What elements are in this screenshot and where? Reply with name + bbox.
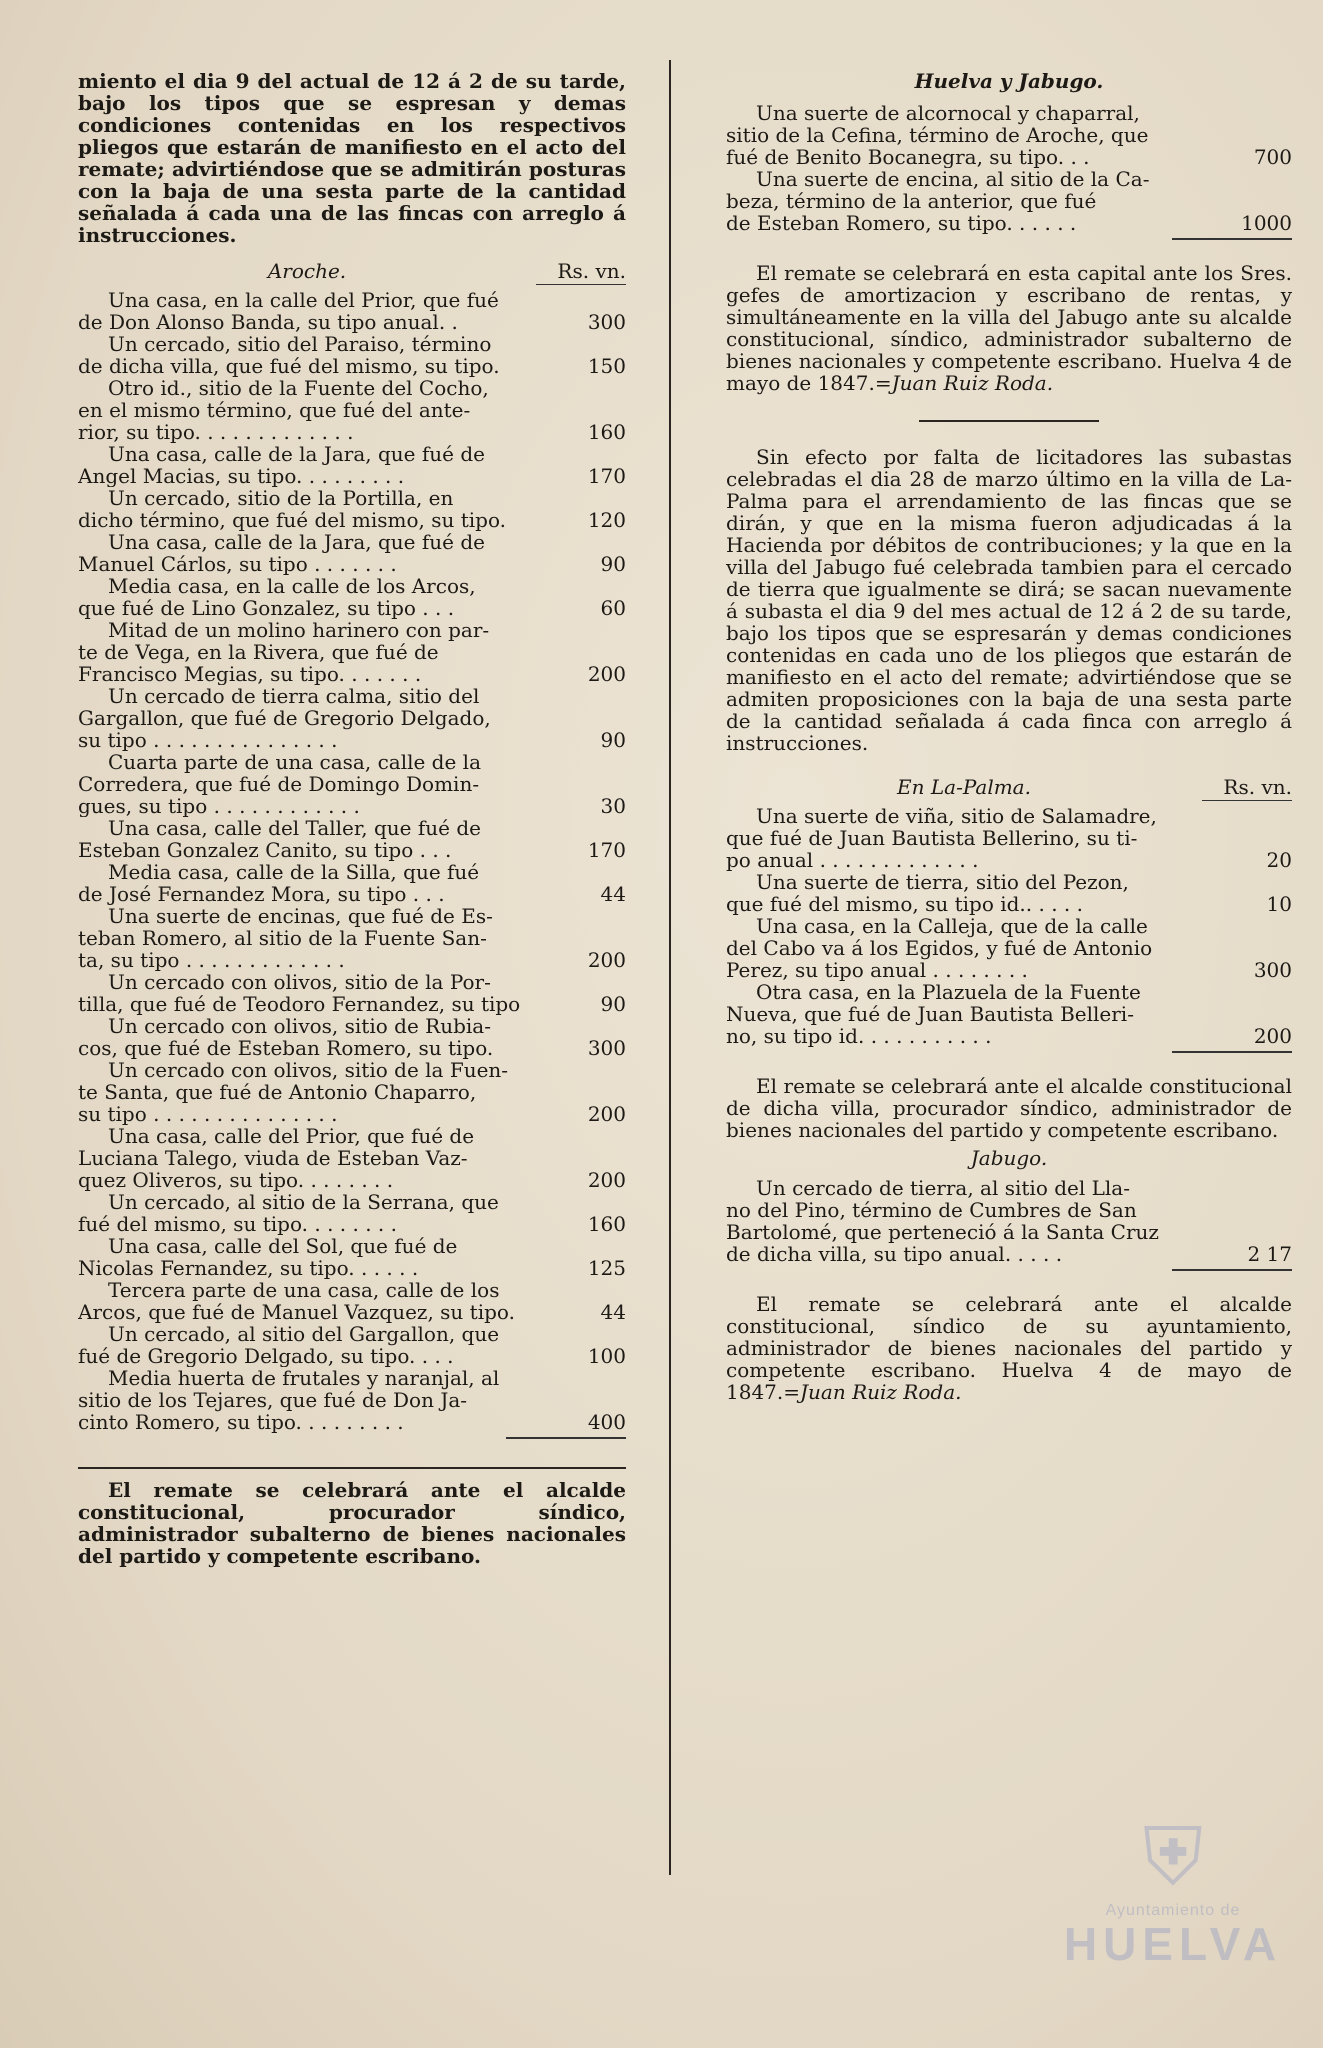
entry: [726, 871, 1292, 915]
entry-value: 170: [587, 838, 626, 862]
left-closing: El remate se celebrará ante el alcalde constitucional, procurador síndico, administrador subalterno de bienes nacionales del partido y competente escribano.: [78, 1478, 626, 1568]
entry: [78, 1323, 626, 1367]
entry-line: Un cercado con olivos, sitio de la Fuen-: [108, 1058, 509, 1082]
entry: [726, 981, 1292, 1047]
entry: [78, 905, 626, 971]
entry-last-text: Nicolas Fernandez, su tipo. . . . . .: [78, 1257, 419, 1279]
entry-last-line: [726, 1243, 1292, 1265]
entry-value: 30: [600, 794, 626, 818]
entry-value: 120: [587, 508, 626, 532]
entry-value: 10: [1266, 892, 1292, 916]
la-palma-heading-unit: Rs. vn.: [1202, 776, 1292, 801]
entry-line: Un cercado, sitio de la Portilla, en: [108, 486, 454, 510]
entry-line: sitio de los Tejares, que fué de Don Ja-: [78, 1388, 468, 1412]
entry-line: Cuarta parte de una casa, calle de la: [108, 750, 481, 774]
aroche-entries: [78, 289, 626, 1433]
right-para-4: [726, 1293, 1292, 1403]
entry-last-text: de dicha villa, su tipo anual. . . . .: [726, 1243, 1063, 1265]
entry: [726, 102, 1292, 168]
entry-last-text: Perez, su tipo anual . . . . . . . .: [726, 959, 1028, 981]
entry-line: te de Vega, en la Rivera, que fué de: [78, 640, 439, 664]
entry-last-text: cos, que fué de Esteban Romero, su tipo.: [78, 1037, 494, 1059]
entry: [78, 817, 626, 861]
entry-last-text: dicho término, que fué del mismo, su tipo.: [78, 509, 506, 531]
entry-line: Media huerta de frutales y naranjal, al: [108, 1366, 500, 1390]
entry: [78, 1059, 626, 1125]
entry-value: 300: [587, 1036, 626, 1060]
shield-icon: ⛨: [1143, 1810, 1203, 1903]
entry: [78, 861, 626, 905]
aroche-heading-place: Aroche.: [267, 259, 347, 283]
entry-last-line: [78, 993, 626, 1015]
entry-value: 90: [600, 728, 626, 752]
entry-last-line: [726, 893, 1292, 915]
entry-value: 20: [1266, 848, 1292, 872]
entry-last-text: po anual . . . . . . . . . . . . .: [726, 849, 979, 871]
entry-last-text: Angel Macias, su tipo. . . . . . . . .: [78, 465, 405, 487]
entry-line: Una suerte de alcornocal y chaparral,: [756, 101, 1140, 125]
aroche-heading-unit: Rs. vn.: [536, 260, 626, 285]
entry: [78, 443, 626, 487]
entry-last-text: que fué del mismo, su tipo id.. . . . .: [726, 893, 1084, 915]
jabugo-entries: [726, 1177, 1292, 1265]
entry-value: 200: [587, 662, 626, 686]
watermark-small-text: Ayuntamiento de: [1105, 1902, 1241, 1919]
entry-last-line: [78, 1103, 626, 1125]
entry-last-text: cinto Romero, su tipo. . . . . . . . .: [78, 1411, 404, 1433]
entry-last-line: [78, 1411, 626, 1433]
entry-last-text: Esteban Gonzalez Canito, su tipo . . .: [78, 839, 452, 861]
entry: [726, 1177, 1292, 1265]
entry-last-line: [78, 883, 626, 905]
entry-line: Un cercado, al sitio del Gargallon, que: [108, 1322, 500, 1346]
entry-value: 90: [600, 552, 626, 576]
entry-line: te Santa, que fué de Antonio Chaparro,: [78, 1080, 477, 1104]
entry-last-text: no, su tipo id. . . . . . . . . . .: [726, 1025, 992, 1047]
entry-line: Corredera, que fué de Domingo Domin-: [78, 772, 480, 796]
entry: [78, 1235, 626, 1279]
entry-value: 44: [600, 1300, 626, 1324]
huelva-jabugo-title: Huelva y Jabugo.: [914, 69, 1104, 93]
entry-line: Una casa, calle de la Jara, que fué de: [108, 530, 485, 554]
entry-value: 44: [600, 882, 626, 906]
entry-line: Otro id., sitio de la Fuente del Cocho,: [108, 376, 489, 400]
entry: [78, 619, 626, 685]
entry-last-text: gues, su tipo . . . . . . . . . . . .: [78, 795, 360, 817]
la-palma-heading-place: En La-Palma.: [897, 775, 1031, 799]
entry: [78, 1367, 626, 1433]
entry-last-text: Francisco Megias, su tipo. . . . . . .: [78, 663, 422, 685]
entry-line: Una casa, en la Calleja, que de la calle: [756, 914, 1148, 938]
entry-last-line: [78, 509, 626, 531]
entry-line: no del Pino, término de Cumbres de San: [726, 1198, 1137, 1222]
entry-value: 2 17: [1247, 1242, 1292, 1266]
entry: [78, 1191, 626, 1235]
jabugo-total-rule: [1172, 1269, 1292, 1271]
entry-value: 300: [587, 310, 626, 334]
entry-line: Un cercado, sitio del Paraiso, término: [108, 332, 492, 356]
entry-last-text: de Esteban Romero, su tipo. . . . . .: [726, 212, 1077, 234]
entry-last-line: [78, 1301, 626, 1323]
right-para-3: El remate se celebrará ante el alcalde constitucional de dicha villa, procurador síndico, administrador de bienes nacionales del partido y competente escribano.: [726, 1074, 1292, 1142]
entry-last-text: fué de Benito Bocanegra, su tipo. . .: [726, 146, 1090, 168]
entry-line: del Cabo va á los Egidos, y fué de Antonio: [726, 936, 1153, 960]
entry-last-line: [726, 146, 1292, 168]
entry-last-line: [726, 212, 1292, 234]
right-para-1: [726, 262, 1292, 394]
entry: [78, 1125, 626, 1191]
entry-line: Media casa, en la calle de los Arcos,: [108, 574, 476, 598]
entry-last-line: [78, 949, 626, 971]
entry-value: 200: [587, 948, 626, 972]
entry: [726, 805, 1292, 871]
entry-line: Un cercado, al sitio de la Serrana, que: [108, 1190, 499, 1214]
entry-last-line: [78, 839, 626, 861]
left-intro: miento el dia 9 del actual de 12 á 2 de su tarde, bajo los tipos que se espresan y demas condiciones contenidas en los respectivos pliegos que estarán de manifiesto en el acto del remate; advirtiéndose que se admitirán posturas con la baja de una sesta parte de la cantidad señalada á cada una de las fincas con arreglo á instrucciones.: [78, 69, 626, 247]
entry-line: en el mismo término, que fué del ante-: [78, 398, 471, 422]
entry-value: 200: [587, 1168, 626, 1192]
entry-last-text: de Don Alonso Banda, su tipo anual. .: [78, 311, 458, 333]
entry-last-line: [726, 1025, 1292, 1047]
right-mid-rule: [919, 420, 1099, 422]
entry-value: 125: [587, 1256, 626, 1280]
entry-last-text: ta, su tipo . . . . . . . . . . . . .: [78, 949, 345, 971]
entry-last-line: [78, 355, 626, 377]
entry-line: Una casa, calle del Prior, que fué de: [108, 1124, 475, 1148]
entry-line: Una suerte de tierra, sitio del Pezon,: [756, 870, 1129, 894]
entry-value: 90: [600, 992, 626, 1016]
la-palma-total-rule: [1172, 1051, 1292, 1053]
entry-last-line: [78, 1257, 626, 1279]
entry-line: teban Romero, al sitio de la Fuente San-: [78, 926, 487, 950]
entry-last-line: [726, 959, 1292, 981]
entry-last-text: que fué de Lino Gonzalez, su tipo . . .: [78, 597, 455, 619]
entry-last-text: de dicha villa, que fué del mismo, su tipo.: [78, 355, 500, 377]
entry-line: Tercera parte de una casa, calle de los: [108, 1278, 500, 1302]
entry-last-line: [78, 311, 626, 333]
entry: [78, 575, 626, 619]
entry-value: 200: [587, 1102, 626, 1126]
entry: [78, 971, 626, 1015]
entry-line: Una casa, calle de la Jara, que fué de: [108, 442, 485, 466]
entry-line: sitio de la Cefina, término de Aroche, que: [726, 123, 1149, 147]
entry-line: Una suerte de encina, al sitio de la Ca-: [756, 167, 1150, 191]
right-column: [726, 70, 1292, 1403]
entry-last-line: [78, 597, 626, 619]
entry-last-line: [78, 421, 626, 443]
entry-last-text: rior, su tipo. . . . . . . . . . . . .: [78, 421, 354, 443]
entry-last-line: [78, 729, 626, 751]
entry-value: 400: [587, 1410, 626, 1434]
left-separator: [78, 1467, 626, 1469]
entry: [78, 685, 626, 751]
entry-line: Un cercado con olivos, sitio de la Por-: [108, 970, 491, 994]
la-palma-entries: [726, 805, 1292, 1047]
entry-line: que fué de Juan Bautista Bellerino, su ti-: [726, 826, 1138, 850]
entry-line: Nueva, que fué de Juan Bautista Belleri-: [726, 1002, 1134, 1026]
aroche-total-rule: [506, 1437, 626, 1439]
entry-value: 700: [1253, 145, 1292, 169]
entry: [78, 1015, 626, 1059]
entry-line: beza, término de la anterior, que fué: [726, 189, 1097, 213]
entry-last-text: Manuel Cárlos, su tipo . . . . . . .: [78, 553, 397, 575]
entry-last-line: [78, 1169, 626, 1191]
signature-1: Juan Ruiz Roda.: [891, 371, 1054, 395]
entry-line: Media casa, calle de la Silla, que fué: [108, 860, 480, 884]
huelva-total-rule: [1172, 238, 1292, 240]
entry: [78, 531, 626, 575]
entry-last-line: [78, 1213, 626, 1235]
huelva-watermark: [1042, 1812, 1304, 2012]
entry-line: Un cercado de tierra calma, sitio del: [108, 684, 480, 708]
entry-last-line: [726, 849, 1292, 871]
entry: [78, 289, 626, 333]
entry-last-line: [78, 1345, 626, 1367]
entry-value: 160: [587, 420, 626, 444]
entry-value: 300: [1253, 958, 1292, 982]
entry-line: Una casa, calle del Taller, que fué de: [108, 816, 481, 840]
entry-value: 100: [587, 1344, 626, 1368]
entry: [78, 333, 626, 377]
entry-last-text: Arcos, que fué de Manuel Vazquez, su tipo.: [78, 1301, 515, 1323]
entry-line: Gargallon, que fué de Gregorio Delgado,: [78, 706, 491, 730]
entry-value: 150: [587, 354, 626, 378]
entry-line: Mitad de un molino harinero con par-: [108, 618, 490, 642]
huelva-entries: [726, 102, 1292, 234]
la-palma-heading: [726, 776, 1292, 801]
right-para-2: Sin efecto por falta de licitadores las subastas celebradas el dia 28 de marzo último en la villa de La-Palma para el arrendamiento de las fincas que se dirán, y que en la misma fueron adjudicadas á la Hacienda por débitos de contribuciones; y la que en la villa del Jabugo fué celebrada tambien para el cercado de tierra que igualmente se dirá; se sacan nuevamente á subasta el dia 9 del mes actual de 12 á 2 de su tarde, bajo los tipos que se espresarán y demas condiciones contenidas en cada uno de los pliegos que estarán de manifiesto en el acto del remate; advirtiéndose que se admiten proposiciones con la baja de una sesta parte de la cantidad señalada á cada finca con arreglo á instrucciones.: [726, 445, 1292, 755]
entry-line: Una casa, calle del Sol, que fué de: [108, 1234, 458, 1258]
entry-last-text: su tipo . . . . . . . . . . . . . . .: [78, 1103, 338, 1125]
entry-value: 170: [587, 464, 626, 488]
entry-last-line: [78, 553, 626, 575]
entry-line: Bartolomé, que perteneció á la Santa Cruz: [726, 1220, 1159, 1244]
entry: [726, 915, 1292, 981]
right-para-1-text: El remate se celebrará en esta capital ante los Sres. gefes de amortizacion y escribano de rentas, y simultáneamente en la villa del Jabugo ante su alcalde constitucional, síndico, administrador subalterno de bienes nacionales y competente escribano. Huelva 4 de mayo de 1847.=: [726, 261, 1292, 395]
entry-value: 200: [1253, 1024, 1292, 1048]
aroche-heading: [78, 260, 626, 285]
entry: [78, 751, 626, 817]
entry-line: Un cercado con olivos, sitio de Rubia-: [108, 1014, 491, 1038]
right-para-4-text: El remate se celebrará ante el alcalde constitucional, síndico de su ayuntamiento, administrador de bienes nacionales del partido y competente escribano. Huelva 4 de mayo de 1847.=: [726, 1292, 1292, 1404]
entry-last-line: [78, 465, 626, 487]
entry-last-text: de José Fernandez Mora, su tipo . . .: [78, 883, 445, 905]
entry-last-line: [78, 795, 626, 817]
entry: [78, 377, 626, 443]
entry-line: Un cercado de tierra, al sitio del Lla-: [756, 1176, 1130, 1200]
entry-last-text: tilla, que fué de Teodoro Fernandez, su tipo: [78, 993, 521, 1015]
entry-line: Luciana Talego, viuda de Esteban Vaz-: [78, 1146, 468, 1170]
watermark-big-text: HUELVA: [1063, 1918, 1283, 1970]
entry: [726, 168, 1292, 234]
entry-value: 1000: [1241, 211, 1292, 235]
entry-line: Una suerte de viña, sitio de Salamadre,: [756, 804, 1157, 828]
entry-last-text: fué de Gregorio Delgado, su tipo. . . .: [78, 1345, 454, 1367]
entry: [78, 1279, 626, 1323]
entry-last-line: [78, 663, 626, 685]
entry-last-text: su tipo . . . . . . . . . . . . . . .: [78, 729, 338, 751]
entry-line: Otra casa, en la Plazuela de la Fuente: [756, 980, 1141, 1004]
entry-last-text: fué del mismo, su tipo. . . . . . . .: [78, 1213, 398, 1235]
signature-2: Juan Ruiz Roda.: [800, 1380, 962, 1404]
column-divider: [669, 60, 671, 1875]
entry-last-line: [78, 1037, 626, 1059]
left-column: [78, 70, 626, 1567]
entry-value: 160: [587, 1212, 626, 1236]
entry: [78, 487, 626, 531]
entry-line: Una casa, en la calle del Prior, que fué: [108, 288, 499, 312]
jabugo-subtitle: Jabugo.: [970, 1146, 1048, 1170]
entry-line: Una suerte de encinas, que fué de Es-: [108, 904, 493, 928]
entry-value: 60: [600, 596, 626, 620]
entry-last-text: quez Oliveros, su tipo. . . . . . . .: [78, 1169, 394, 1191]
